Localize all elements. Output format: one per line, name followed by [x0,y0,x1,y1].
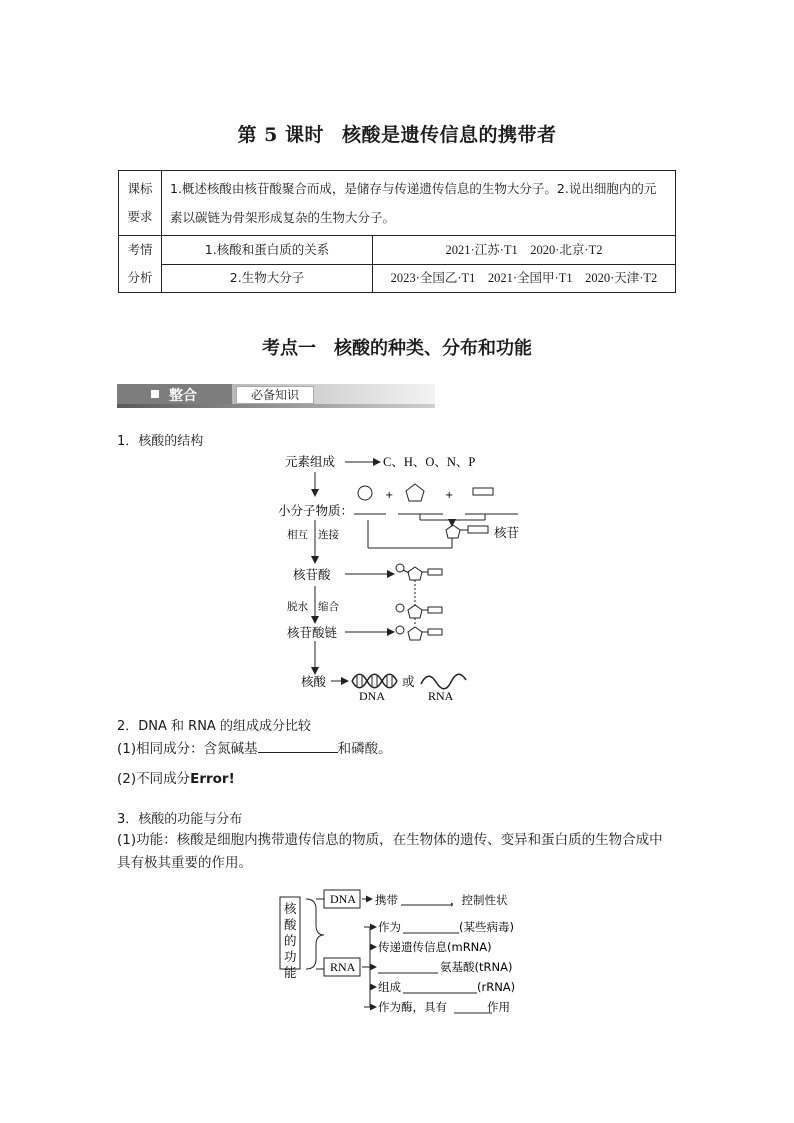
base-icon [468,526,488,533]
answer-blank[interactable] [258,738,338,753]
heading-function: 3．核酸的功能与分布 [117,812,243,827]
analysis-exams: 2023·全国乙·T1 2021·全国甲·T1 2020·天津·T2 [373,264,676,293]
pentose-icon [408,567,422,580]
chain-label: 核苷酸链 [287,625,338,640]
phosphate-icon [396,604,404,612]
nucleic-acid-label: 核酸 [301,674,327,689]
error-text: Error! [190,771,235,787]
phosphate-icon [396,626,404,634]
rna-strand-icon [421,674,466,689]
diff-components: (2)不同成分Error! [117,771,235,787]
lesson-title: 核酸是遗传信息的携带者 [341,124,557,146]
dna-label: DNA [359,689,385,703]
dehydration-label: 缩合 [318,601,339,613]
banner-underline [117,404,435,408]
heading-comparison: 2．DNA 和 RNA 的组成成分比较 [117,719,311,734]
base-icon [428,629,442,635]
banner-tag: 必备知识 [236,386,314,404]
brace [306,899,324,969]
base-icon [473,488,493,495]
base-icon [428,607,442,613]
root-label: 核酸的功 [284,901,297,964]
rna-item [370,960,512,974]
lesson-number: 第 5 课时 [237,124,324,146]
analysis-topic: 2.生物大分子 [162,264,373,293]
phosphate-icon [358,486,372,500]
analysis-head: 考情 分析 [119,236,162,293]
function-paragraph: (1)功能：核酸是细胞内携带遗传信息的物质，在生物体的遗传、变异和蛋白质的生物合成中 具有极其重要的作用。 [117,832,663,871]
req-head: 课标 要求 [119,171,162,236]
link-label: 相互 [287,529,308,541]
dna-function: 携带 ，控制性状 [375,893,508,907]
elements-label: 元素组成 [285,454,336,469]
section-title: 考点一 核酸的种类、分布和功能 [262,338,532,359]
nucleic-acid-structure-diagram [260,448,530,708]
dna-box-label: DNA [330,892,356,906]
banner-label-box [117,384,232,404]
dehydration-label: 脱水 [287,601,308,613]
plus-sign: + [385,490,394,501]
svg-text:作为酶，具有作用: 作为酶，具有 作用 [378,1000,510,1014]
rna-label: RNA [428,689,454,703]
requirements-table [118,170,676,293]
nucleotide-label: 核苷酸 [293,567,331,582]
analysis-exams: 2021·江苏·T1 2020·北京·T2 [373,236,676,265]
svg-text:组成(rRNA): 组成 (rRNA) [378,980,516,994]
same-components: (1)相同成分：含氮碱基 和磷酸。 [117,738,392,761]
rna-box-label: RNA [330,960,356,974]
banner-label: 整合 [169,388,197,404]
small-molecule-label: 小分子物质： [278,503,354,518]
analysis-topic: 1.核酸和蛋白质的关系 [162,236,373,265]
pentose-icon [446,525,460,538]
svg-text:作为(某些病毒): 作为 (某些病毒) [378,920,514,934]
plus-sign: + [445,490,454,501]
svg-text:传递遗传信息(mRNA): 传递遗传信息(mRNA) [378,940,492,954]
rna-item [370,920,514,934]
nucleoside-label: 核苷 [494,525,520,540]
req-body: 1.概述核酸由核苷酸聚合而成，是储存与传递遗传信息的生物大分子。2.说出细胞内的元素以碳链为骨架形成复杂的生物大分子。 [162,171,676,236]
heading-structure: 1．核酸的结构 [117,434,204,449]
pentose-icon [408,627,422,640]
dna-helix-icon [352,674,397,688]
or-label: 或 [402,674,415,689]
square-icon [151,390,159,398]
elements-value: C、H、O、N、P [383,455,476,469]
pentose-icon [406,484,424,501]
svg-text:氨基酸(tRNA): 氨基酸(tRNA) [440,960,513,974]
page-title [0,120,794,147]
rna-item [370,1000,510,1014]
pentose-icon [408,605,422,618]
base-icon [428,569,442,575]
nucleic-acid-function-diagram [276,885,536,1020]
section-banner [117,384,435,408]
root-label: 能 [284,965,297,980]
phosphate-icon [396,564,404,572]
link-label: 连接 [318,529,339,541]
rna-item [370,940,492,954]
rna-item [370,980,515,994]
